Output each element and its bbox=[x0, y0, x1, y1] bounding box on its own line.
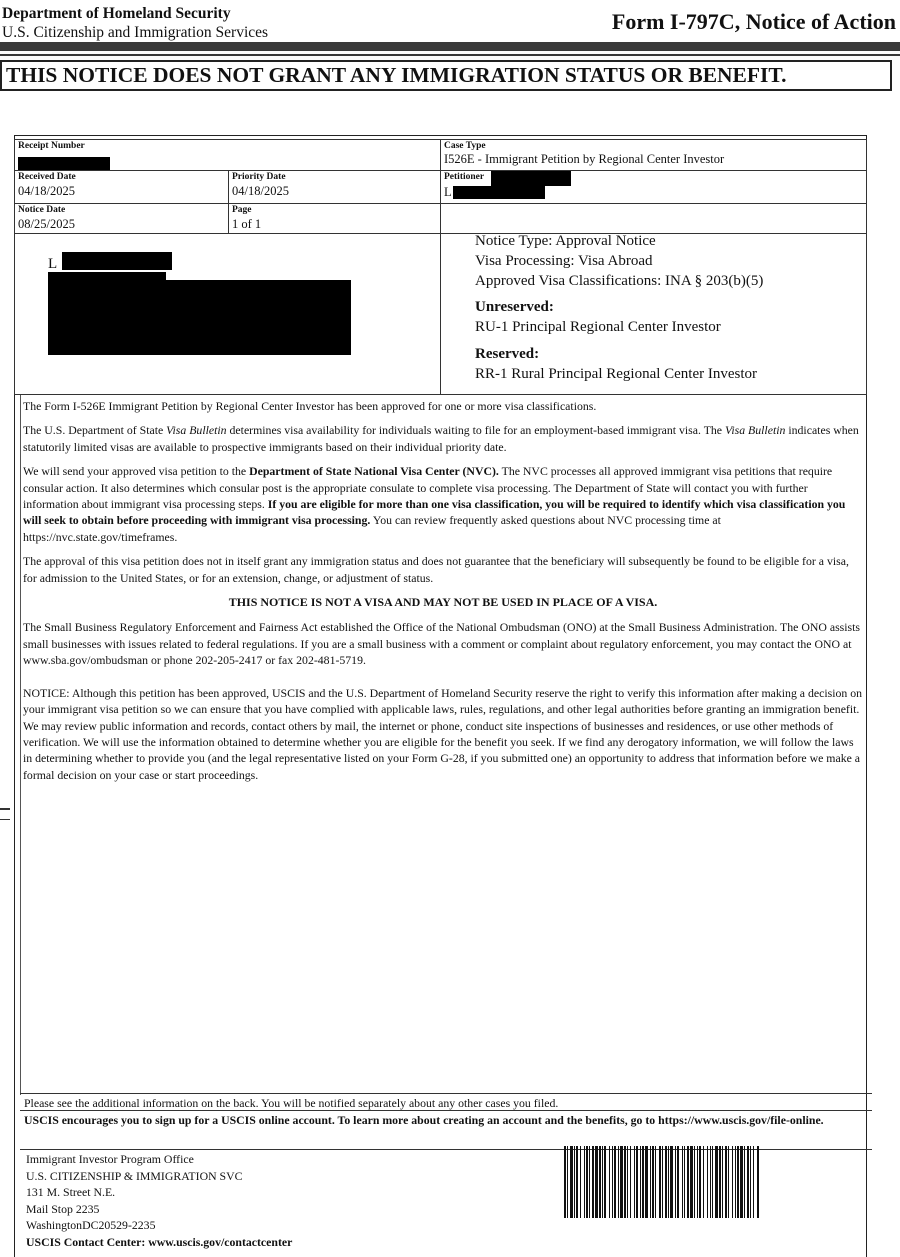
status-disclaimer-paragraph: The approval of this visa petition does not in itself grant any immigration status and does not guarantee that the beneficiary will subsequently be found to be eligible for a visa, for admission to the United States, or for an extension, change, or adjustment of status. bbox=[23, 554, 849, 585]
priority-date-label: Priority Date bbox=[232, 172, 286, 182]
reserved-heading: Reserved: bbox=[475, 345, 540, 362]
office-line: U.S. CITIZENSHIP & IMMIGRATION SVC bbox=[26, 1168, 243, 1183]
agency-header bbox=[2, 4, 268, 42]
notice-info bbox=[475, 232, 763, 385]
unreserved-heading: Unreserved: bbox=[475, 299, 554, 316]
office-line: WashingtonDC20529-2235 bbox=[26, 1218, 156, 1232]
header-rule-thick bbox=[0, 42, 900, 51]
case-type-cell bbox=[440, 139, 867, 171]
barcode-image bbox=[564, 1146, 760, 1218]
nvc-paragraph: We will send your approved visa petition to the Department of State National Visa Center (NVC). The NVC processes all approved immigrant visa petitions that require consular action. It also determines which consular post is the appropriate consulate to complete visa processing. The Department of State will contact you with further information about immigrant visa processing steps. If you are eligible for more than one visa classification, you will be required to identify which visa classification you will seek to obtain before proceeding with immigrant visa processing. You can review frequently asked questions about NVC processing time at https://nvc.state.gov/timeframes. bbox=[23, 464, 846, 544]
page-value: 1 of 1 bbox=[232, 217, 262, 231]
form-title: Form I-797C, Notice of Action bbox=[611, 9, 896, 34]
notice-type: Notice Type: Approval Notice bbox=[475, 233, 656, 249]
page-label: Page bbox=[232, 205, 252, 215]
verification-notice-paragraph: NOTICE: Although this petition has been approved, USCIS and the U.S. Department of Homeland Security reserve the right to verify this information after making a decision on your immigrant visa petition so we can ensure that you have complied with applicable laws, rules, regulations, and other legal authorities before granting an immigration benefit. We may review public information and records, contact others by mail, the internet or phone, conduct site inspections of businesses and residences, or use other methods of verification. We will use the information obtained to determine whether you are eligible for the benefit you seek. If we find any derogatory information, we will follow the laws in determining whether to provide you (and the legal representative listed on your Form G-28, if you submitted one) an opportunity to address that information before we make a formal decision on your case or start proceedings. bbox=[23, 685, 863, 782]
notice-date-label: Notice Date bbox=[18, 205, 66, 215]
page-cell bbox=[228, 203, 441, 234]
blank-cell bbox=[440, 203, 867, 234]
petitioner-initial: L bbox=[444, 185, 452, 199]
office-line: 131 M. Street N.E. bbox=[26, 1185, 116, 1199]
addressee-name-redaction bbox=[62, 252, 172, 270]
receipt-number-cell bbox=[14, 139, 441, 171]
notice-body bbox=[23, 398, 863, 791]
sub-agency-name: U.S. Citizenship and Immigration Services bbox=[2, 24, 269, 41]
petitioner-cell bbox=[440, 170, 867, 204]
visa-processing: Visa Processing: Visa Abroad bbox=[475, 252, 653, 269]
received-date-value: 04/18/2025 bbox=[18, 184, 75, 198]
contact-center: USCIS Contact Center: www.uscis.gov/contactcenter bbox=[26, 1234, 293, 1249]
addressee-address-redaction bbox=[48, 280, 351, 355]
notice-date-cell bbox=[14, 203, 229, 234]
classification-warning: If you are eligible for more than one visa classification, you will be required to identify which visa classification you will seek to obtain before proceeding with immigrant visa processing. bbox=[23, 497, 846, 528]
petitioner-surname-redaction bbox=[453, 186, 545, 199]
received-date-cell bbox=[14, 170, 229, 204]
case-type-value: I526E - Immigrant Petition by Regional Center Investor bbox=[444, 152, 725, 166]
receipt-number-label: Receipt Number bbox=[18, 141, 85, 151]
body-left-rule bbox=[20, 395, 21, 1095]
approval-paragraph: The Form I-526E Immigrant Petition by Regional Center Investor has been approved for one or more visa classifications. bbox=[23, 399, 597, 413]
status-banner: THIS NOTICE DOES NOT GRANT ANY IMMIGRATION STATUS OR BENEFIT. bbox=[0, 60, 892, 91]
case-type-label: Case Type bbox=[444, 141, 486, 151]
addressee-block bbox=[14, 233, 441, 395]
header-rule-thin bbox=[0, 54, 900, 56]
ombudsman-paragraph: The Small Business Regulatory Enforcement and Fairness Act established the Office of the National Ombudsman (ONO) at the Small Business Administration. The ONO assists small businesses with issues related to federal regulations. If you are a small business with a comment or complaint about regulatory enforcement, you may contact the ONO at www.sba.gov/ombudsman or phone 202-205-2417 or fax 202-481-5719. bbox=[23, 620, 861, 668]
notice-date-value: 08/25/2025 bbox=[18, 217, 75, 231]
office-line: Immigrant Investor Program Office bbox=[26, 1152, 194, 1166]
additional-info-line: Please see the additional information on the back. You will be notified separately about any other cases you filed. bbox=[20, 1093, 872, 1111]
petitioner-name-redaction bbox=[491, 171, 571, 186]
receipt-number-redaction bbox=[18, 157, 110, 170]
office-line: Mail Stop 2235 bbox=[26, 1201, 100, 1216]
not-a-visa-notice: THIS NOTICE IS NOT A VISA AND MAY NOT BE USED IN PLACE OF A VISA. bbox=[228, 595, 658, 610]
addressee-initial: L bbox=[48, 256, 58, 272]
approved-classifications: Approved Visa Classifications: INA § 203(b)(5) bbox=[475, 272, 764, 289]
visa-bulletin-title: Visa Bulletin bbox=[166, 423, 227, 438]
petitioner-label: Petitioner bbox=[444, 172, 485, 182]
nvc-name: Department of State National Visa Center (NVC). bbox=[249, 464, 499, 479]
visa-bulletin-paragraph: The U.S. Department of State Visa Bulletin determines visa availability for individuals waiting to file for an employment-based immigrant visa. The Visa Bulletin indicates when statutorily limited visas are available to prospective immigrants based on their individual priority date. bbox=[23, 423, 859, 454]
margin-marks bbox=[0, 808, 10, 829]
priority-date-value: 04/18/2025 bbox=[232, 184, 289, 198]
priority-date-cell bbox=[228, 170, 441, 204]
received-date-label: Received Date bbox=[18, 172, 76, 182]
unreserved-value: RU-1 Principal Regional Center Investor bbox=[475, 319, 721, 336]
agency-name: Department of Homeland Security bbox=[2, 5, 231, 22]
reserved-value: RR-1 Rural Principal Regional Center Investor bbox=[475, 365, 758, 382]
online-account-notice: USCIS encourages you to sign up for a USCIS online account. To learn more about creating an account and the benefits, go to https://www.uscis.gov/file-online. bbox=[20, 1110, 872, 1150]
visa-bulletin-title: Visa Bulletin bbox=[725, 423, 786, 438]
